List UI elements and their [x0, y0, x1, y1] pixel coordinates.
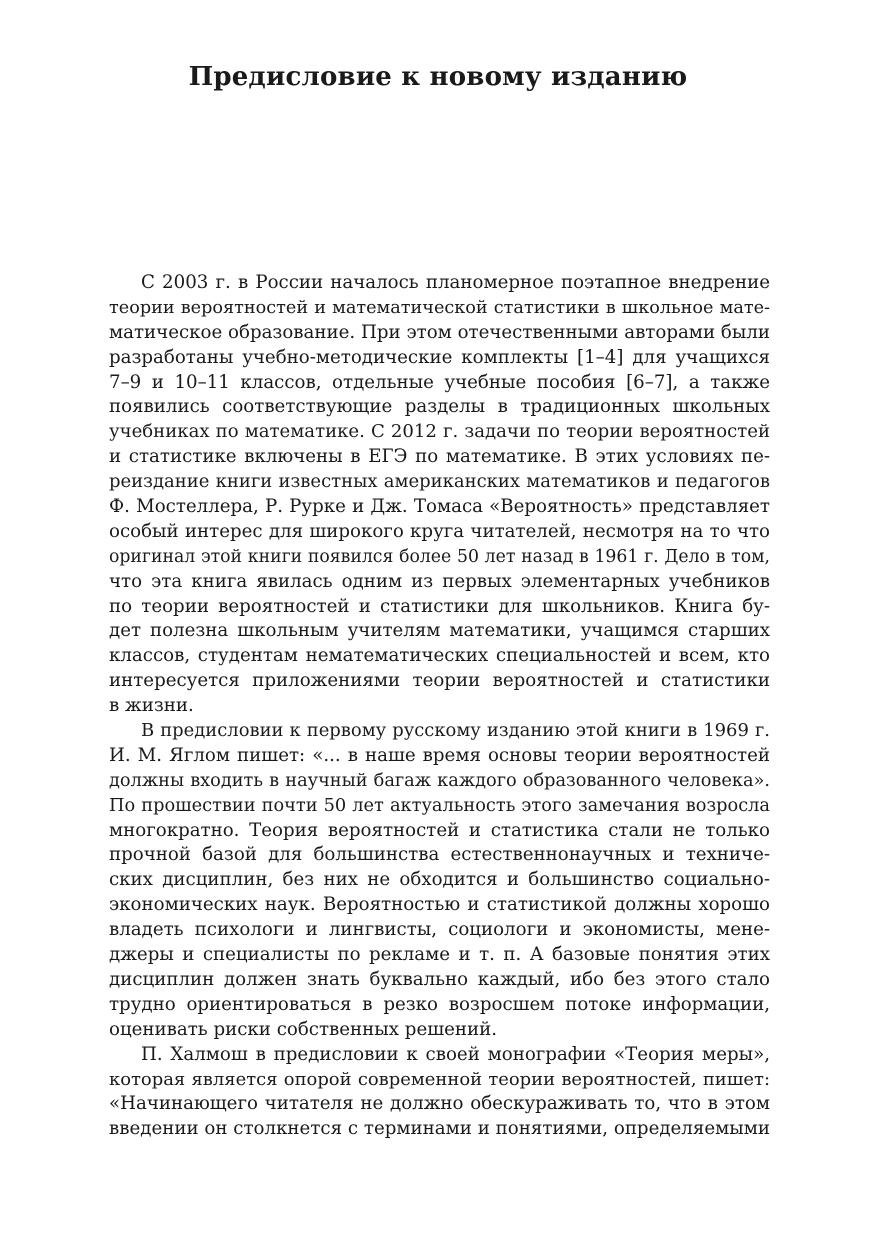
- text-line: матическое образование. При этом отечественными авторами были: [109, 321, 770, 343]
- paragraph-3: [109, 1043, 770, 1143]
- text-line: по теории вероятностей и статистики для школьников. Книга бу-: [109, 595, 770, 617]
- paragraph-2: [109, 719, 770, 1043]
- text-line: С 2003 г. в России началось планомерное поэтапное внедрение: [141, 272, 770, 293]
- text-line: ских дисциплин, без них не обходится и большинство социально-: [109, 869, 770, 891]
- body-text: [109, 271, 770, 1142]
- text-line: Ф. Мостеллера, Р. Рурке и Дж. Томаса «Вероятность» представляет: [109, 496, 770, 518]
- text-line: владеть психологи и лингвисты, социологи и экономисты, мене-: [109, 919, 770, 941]
- text-line: экономических наук. Вероятностью и статистикой должны хорошо: [109, 894, 770, 916]
- text-line: дет полезна школьным учителям математики, учащимся старших: [109, 620, 770, 642]
- text-line: должны входить в научный багаж каждого образованного человека».: [109, 770, 770, 791]
- page-title: Предисловие к новому изданию: [188, 62, 688, 92]
- text-line: учебниках по математике. С 2012 г. задачи по теории вероятностей: [109, 421, 770, 443]
- text-line: оригинал этой книги появился более 50 лет назад в 1961 г. Дело в том,: [109, 546, 770, 567]
- text-line: классов, студентам нематематических специальностей и всем, кто: [109, 645, 770, 667]
- text-line: 7–9 и 10–11 классов, отдельные учебные пособия [6–7], а также: [109, 371, 770, 393]
- text-line: и статистике включены в ЕГЭ по математике. В этих условиях пе-: [109, 446, 770, 468]
- text-line: многократно. Теория вероятностей и статистика стали не только: [109, 819, 770, 841]
- text-line: разработаны учебно-методические комплекты [1–4] для учащихся: [109, 346, 770, 368]
- text-line: трудно ориентироваться в резко возросшем потоке информации,: [109, 993, 770, 1015]
- paragraph-1: [109, 271, 770, 719]
- text-line: И. М. Яглом пишет: «... в наше время основы теории вероятностей: [109, 744, 770, 766]
- text-line: теории вероятностей и математической статистики в школьное мате-: [109, 297, 770, 318]
- text-line: что эта книга явилась одним из первых элементарных учебников: [109, 570, 770, 592]
- text-line: введении он столкнется с терминами и понятиями, определяемыми: [109, 1118, 770, 1140]
- text-line: оценивать риски собственных решений.: [109, 1018, 498, 1040]
- text-line: в жизни.: [109, 695, 194, 717]
- text-line: интересуется приложениями теории вероятностей и статистики: [109, 670, 770, 692]
- text-line: джеры и специалисты по рекламе и т. п. А базовые понятия этих: [109, 944, 770, 966]
- text-line: особый интерес для широкого круга читателей, несмотря на то что: [109, 520, 770, 542]
- text-line: которая является опорой современной теории вероятностей, пишет:: [109, 1068, 770, 1090]
- text-line: прочной базой для большинства естественнонаучных и техниче-: [109, 844, 770, 866]
- text-line: По прошествии почти 50 лет актуальность этого замечания возросла: [109, 795, 770, 816]
- text-line: реиздание книги известных американских математиков и педагогов: [109, 471, 770, 493]
- text-line: «Начинающего читателя не должно обескураживать то, что в этом: [109, 1093, 770, 1115]
- text-line: П. Халмош в предисловии к своей монографии «Теория меры»,: [141, 1043, 770, 1065]
- text-line: появились соответствующие разделы в традиционных школьных: [109, 396, 770, 418]
- text-line: дисциплин должен знать буквально каждый, ибо без этого стало: [109, 968, 770, 990]
- text-line: В предисловии к первому русскому изданию этой книги в 1969 г.: [141, 720, 770, 742]
